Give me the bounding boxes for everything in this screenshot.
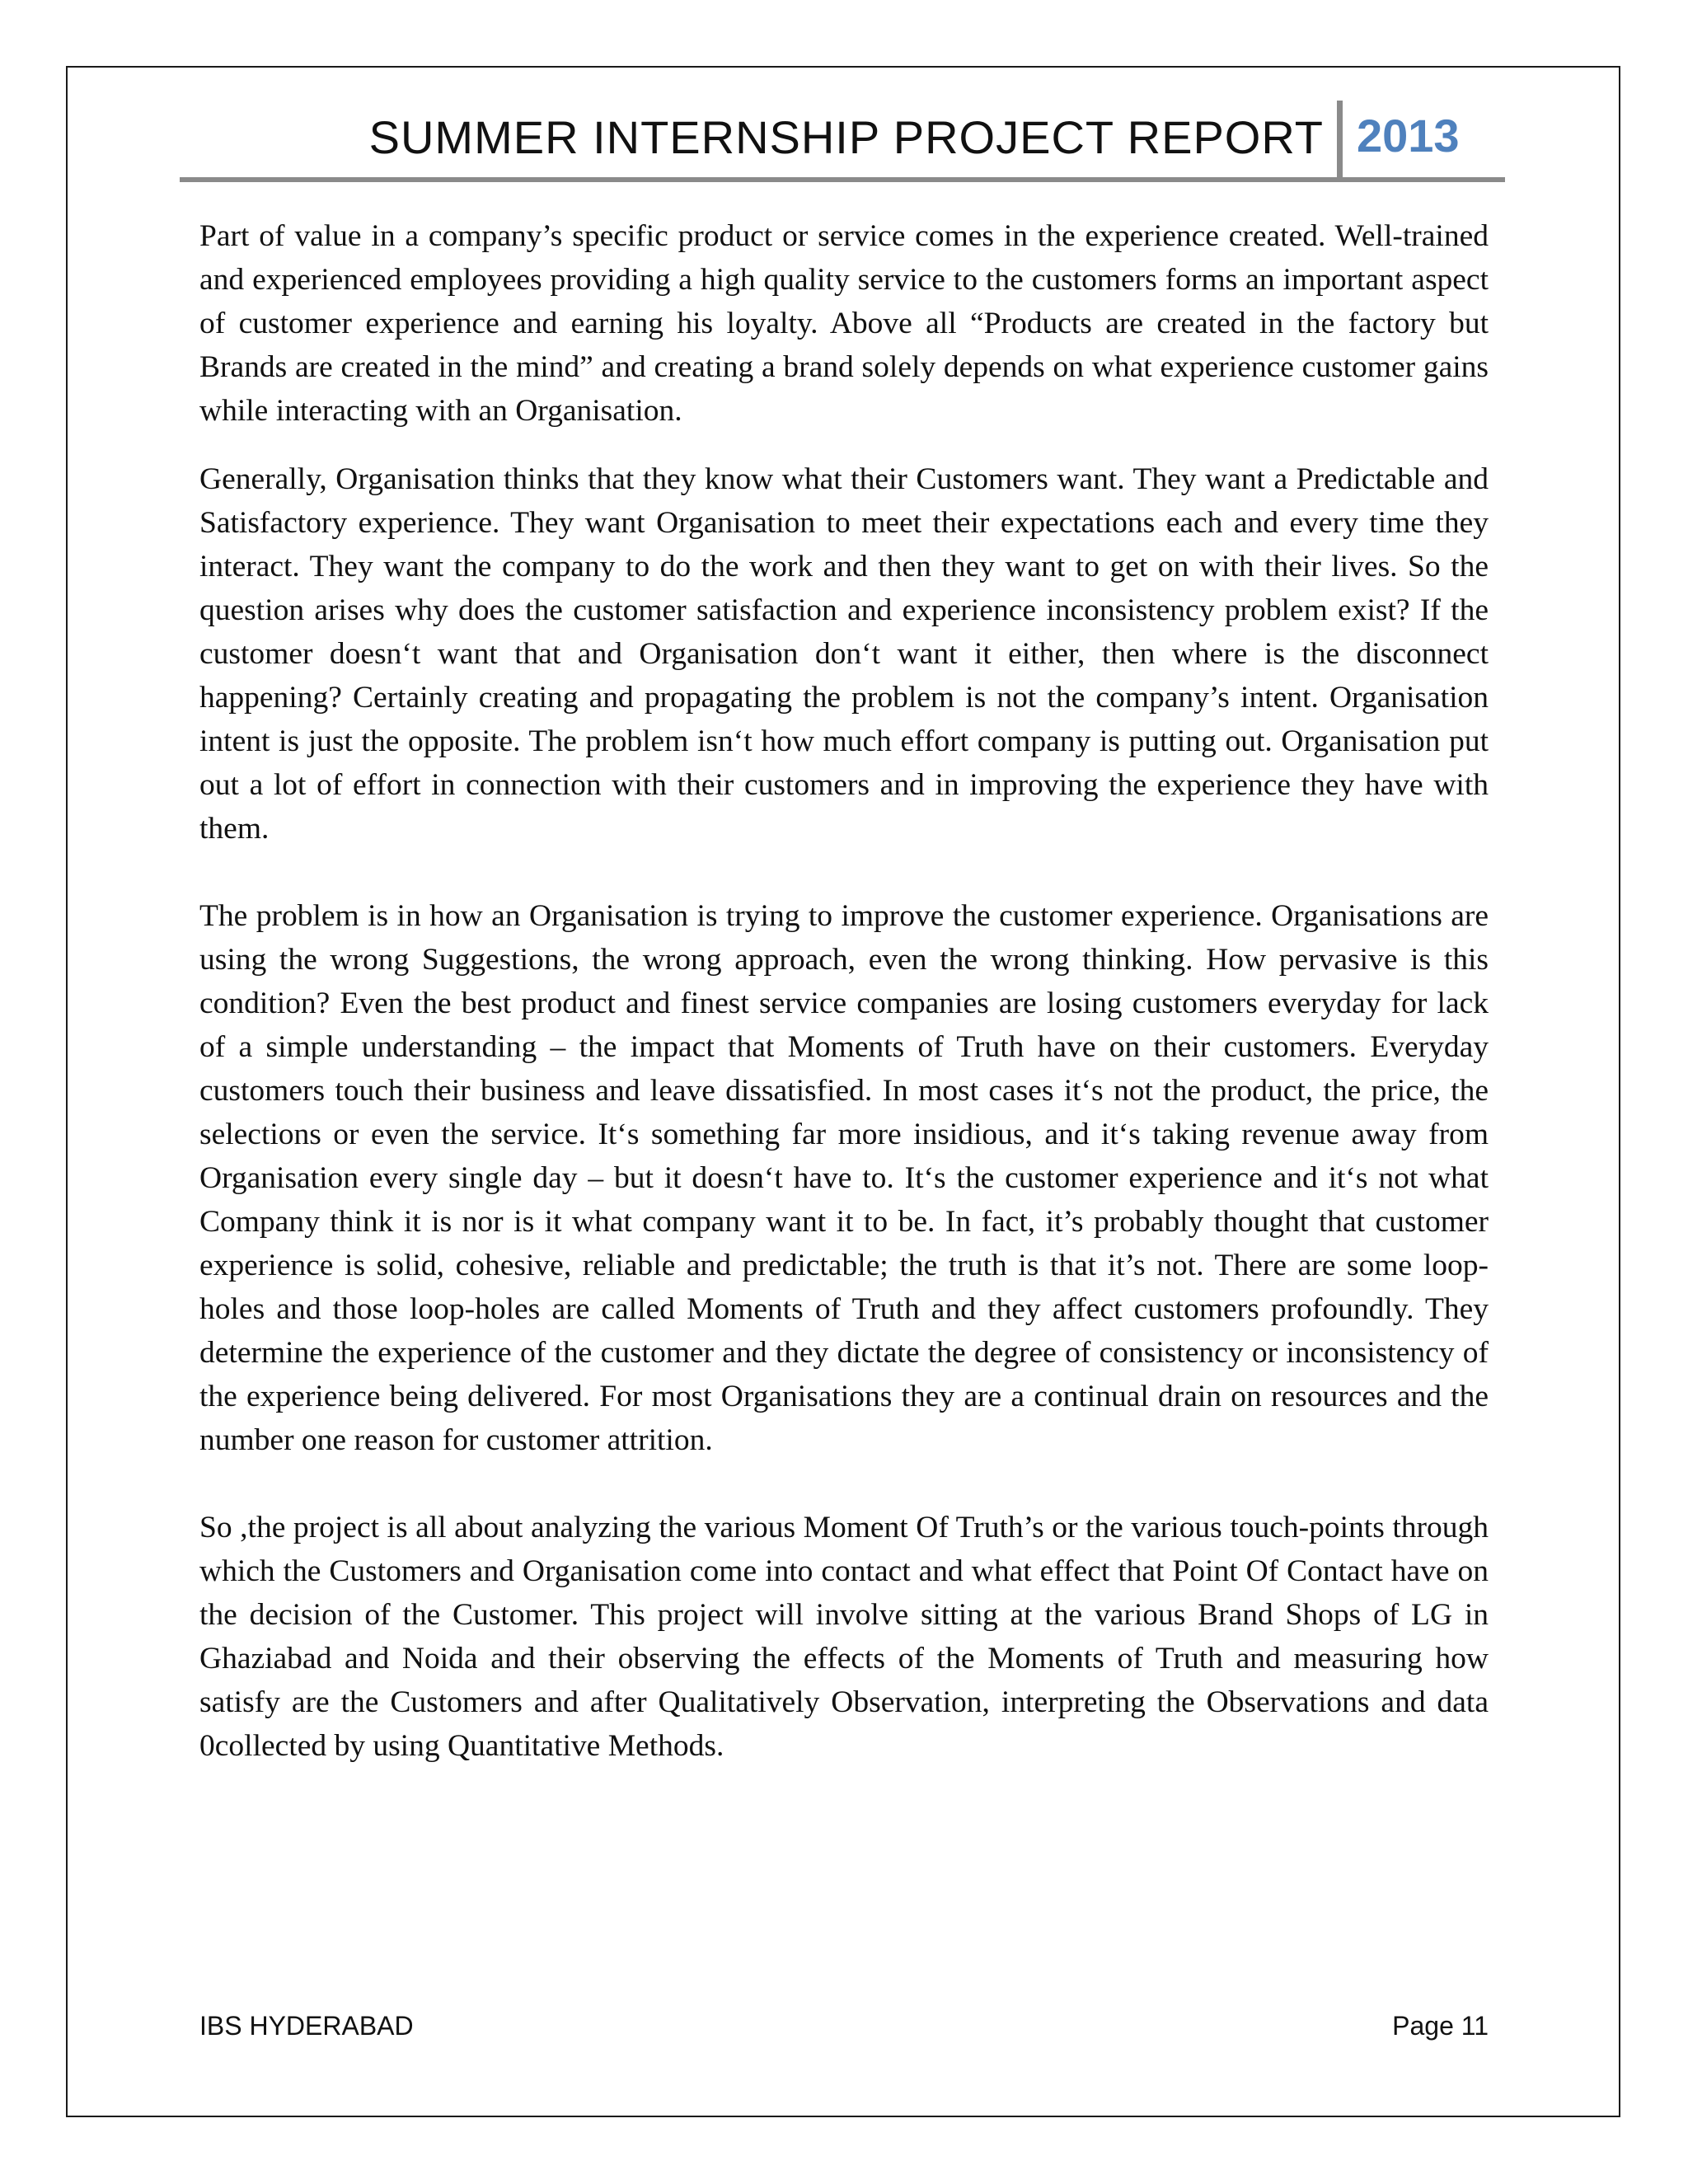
- paragraph: The problem is in how an Organisation is trying to improve the customer experience. Organisations are using the wrong Suggestions, the wrong approach, even the wrong thinking. How pervasive is this condition? Even the best product and finest service companies are losing customers everyday for lack of a simple understanding – the impact that Moments of Truth have on their customers. Everyday customers touch their business and leave dissatisfied. In most cases it‘s not the product, the price, the selections or even the service. It‘s something far more insidious, and it‘s taking revenue away from Organisation every single day – but it doesn‘t have to. It‘s the customer experience and it‘s not what Company think it is nor is it what company want it to be. In fact, it’s probably thought that customer experience is solid, cohesive, reliable and predictable; the truth is that it’s not. There are some loop-holes and those loop-holes are called Moments of Truth and they affect customers profoundly. They determine the experience of the customer and they dictate the degree of consistency or inconsistency of the experience being delivered. For most Organisations they are a continual drain on resources and the number one reason for customer attrition.: [199, 899, 1489, 1457]
- header-rule: [180, 177, 1505, 182]
- header-divider: [1337, 101, 1343, 180]
- page-header: [180, 101, 1505, 181]
- paragraph: Part of value in a company’s specific product or service comes in the experience created. Well-trained and experienced employees providing a high quality service to the customers forms an important aspect of customer experience and earning his loyalty. Above all “Products are created in the factory but Brands are created in the mind” and creating a brand solely depends on what experience customer gains while interacting with an Organisation.: [199, 219, 1489, 428]
- page-number: Page 11: [1392, 2011, 1489, 2041]
- paragraph: Generally, Organisation thinks that they know what their Customers want. They want a Predictable and Satisfactory experience. They want Organisation to meet their expectations each and every time they interact. They want the company to do the work and then they want to get on with their lives. So the question arises why does the customer satisfaction and experience inconsistency problem exist? If the customer doesn‘t want that and Organisation don‘t want it either, then where is the disconnect happening? Certainly creating and propagating the problem is not the company’s intent. Organisation intent is just the opposite. The problem isn‘t how much effort company is putting out. Organisation put out a lot of effort in connection with their customers and in improving the experience they have with them.: [199, 462, 1489, 846]
- report-year: 2013: [1357, 110, 1460, 162]
- document-body: [199, 214, 1489, 1768]
- report-title: SUMMER INTERNSHIP PROJECT REPORT: [368, 111, 1324, 163]
- footer-institution: IBS HYDERABAD: [199, 2011, 414, 2041]
- paragraph: So ,the project is all about analyzing the various Moment Of Truth’s or the various touch-points through which the Customers and Organisation come into contact and what effect that Point Of Contact have on the decision of the Customer. This project will involve sitting at the various Brand Shops of LG in Ghaziabad and Noida and their observing the effects of the Moments of Truth and measuring how satisfy are the Customers and after Qualitatively Observation, interpreting the Observations and data 0collected by using Quantitative Methods.: [199, 1511, 1489, 1763]
